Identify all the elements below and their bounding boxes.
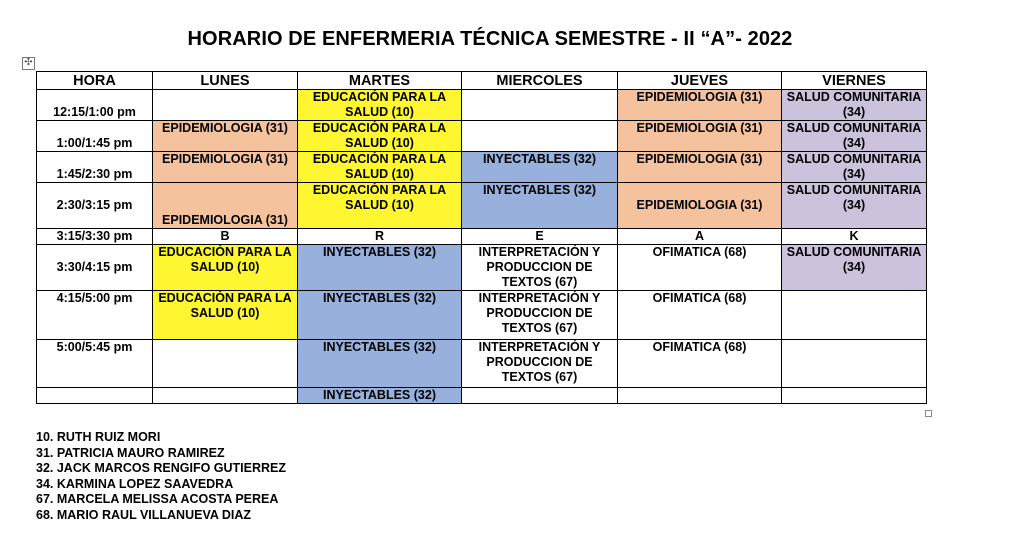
lunes-cell: EDUCACIÓN PARA LA SALUD (10) xyxy=(153,291,298,340)
table-row xyxy=(37,388,927,404)
viernes-cell: SALUD COMUNITARIA (34) xyxy=(782,245,927,291)
time-cell: 3:30/4:15 pm xyxy=(37,245,153,291)
table-row xyxy=(37,152,927,183)
legend-item: 34. KARMINA LOPEZ SAAVEDRA xyxy=(36,476,234,491)
jueves-cell: OFIMATICA (68) xyxy=(618,245,782,291)
viernes-cell xyxy=(782,340,927,388)
martes-cell: INYECTABLES (32) xyxy=(298,340,462,388)
time-cell: 1:45/2:30 pm xyxy=(37,152,153,183)
lunes-cell: B xyxy=(153,229,298,245)
header-row xyxy=(37,72,927,90)
miercoles-cell: INYECTABLES (32) xyxy=(462,152,618,183)
schedule-table xyxy=(36,71,927,404)
viernes-cell: SALUD COMUNITARIA (34) xyxy=(782,121,927,152)
miercoles-cell: INYECTABLES (32) xyxy=(462,183,618,229)
viernes-cell: SALUD COMUNITARIA (34) xyxy=(782,90,927,121)
legend-item: 10. RUTH RUIZ MORI xyxy=(36,430,161,444)
legend-item: 31. PATRICIA MAURO RAMIREZ xyxy=(36,445,225,460)
table-move-handle-icon[interactable]: ✣ xyxy=(22,57,35,70)
jueves-cell xyxy=(618,388,782,404)
legend-item: 67. MARCELA MELISSA ACOSTA PEREA xyxy=(36,492,279,507)
jueves-cell: A xyxy=(618,229,782,245)
lunes-cell xyxy=(153,388,298,404)
jueves-cell: EPIDEMIOLOGIA (31) xyxy=(618,152,782,183)
table-row xyxy=(37,183,927,229)
lunes-cell: EPIDEMIOLOGIA (31) xyxy=(153,183,298,229)
martes-cell: R xyxy=(298,229,462,245)
martes-cell: INYECTABLES (32) xyxy=(298,291,462,340)
martes-cell: INYECTABLES (32) xyxy=(298,245,462,291)
martes-cell: EDUCACIÓN PARA LA SALUD (10) xyxy=(298,152,462,183)
jueves-cell: OFIMATICA (68) xyxy=(618,291,782,340)
viernes-cell: SALUD COMUNITARIA (34) xyxy=(782,183,927,229)
viernes-cell: SALUD COMUNITARIA (34) xyxy=(782,152,927,183)
miercoles-cell xyxy=(462,388,618,404)
table-row xyxy=(37,340,927,388)
table-row xyxy=(37,229,927,245)
jueves-cell: EPIDEMIOLOGIA (31) xyxy=(618,90,782,121)
time-cell xyxy=(37,388,153,404)
miercoles-cell: E xyxy=(462,229,618,245)
header-jueves: JUEVES xyxy=(618,72,782,90)
miercoles-cell: INTERPRETACIÓN Y PRODUCCION DE TEXTOS (67) xyxy=(462,245,618,291)
header-hora: HORA xyxy=(37,72,153,90)
time-cell: 3:15/3:30 pm xyxy=(37,229,153,245)
viernes-cell xyxy=(782,291,927,340)
miercoles-cell: INTERPRETACIÓN Y PRODUCCION DE TEXTOS (67) xyxy=(462,291,618,340)
document-title: HORARIO DE ENFERMERIA TÉCNICA SEMESTRE - II “A”- 2022 xyxy=(187,28,793,50)
lunes-cell: EPIDEMIOLOGIA (31) xyxy=(153,152,298,183)
time-cell: 4:15/5:00 pm xyxy=(37,291,153,340)
legend-item: 32. JACK MARCOS RENGIFO GUTIERREZ xyxy=(36,461,287,476)
lunes-cell: EPIDEMIOLOGIA (31) xyxy=(153,121,298,152)
header-miercoles: MIERCOLES xyxy=(462,72,618,90)
martes-cell: EDUCACIÓN PARA LA SALUD (10) xyxy=(298,183,462,229)
viernes-cell: K xyxy=(782,229,927,245)
time-cell: 5:00/5:45 pm xyxy=(37,340,153,388)
time-cell: 12:15/1:00 pm xyxy=(37,90,153,121)
table-row xyxy=(37,291,927,340)
lunes-cell xyxy=(153,90,298,121)
time-cell: 1:00/1:45 pm xyxy=(37,121,153,152)
header-lunes: LUNES xyxy=(153,72,298,90)
lunes-cell xyxy=(153,340,298,388)
jueves-cell: EPIDEMIOLOGIA (31) xyxy=(618,183,782,229)
time-cell: 2:30/3:15 pm xyxy=(37,183,153,229)
jueves-cell: OFIMATICA (68) xyxy=(618,340,782,388)
miercoles-cell xyxy=(462,90,618,121)
jueves-cell: EPIDEMIOLOGIA (31) xyxy=(618,121,782,152)
teacher-legend xyxy=(36,430,286,524)
martes-cell: EDUCACIÓN PARA LA SALUD (10) xyxy=(298,121,462,152)
table-row xyxy=(37,90,927,121)
viernes-cell xyxy=(782,388,927,404)
legend-item: 68. MARIO RAUL VILLANUEVA DIAZ xyxy=(36,507,252,522)
miercoles-cell xyxy=(462,121,618,152)
table-row xyxy=(37,121,927,152)
header-martes: MARTES xyxy=(298,72,462,90)
table-resize-handle[interactable] xyxy=(925,410,932,417)
table-row xyxy=(37,245,927,291)
miercoles-cell: INTERPRETACIÓN Y PRODUCCION DE TEXTOS (67) xyxy=(462,340,618,388)
lunes-cell: EDUCACIÓN PARA LA SALUD (10) xyxy=(153,245,298,291)
header-viernes: VIERNES xyxy=(782,72,927,90)
martes-cell: INYECTABLES (32) xyxy=(298,388,462,404)
martes-cell: EDUCACIÓN PARA LA SALUD (10) xyxy=(298,90,462,121)
